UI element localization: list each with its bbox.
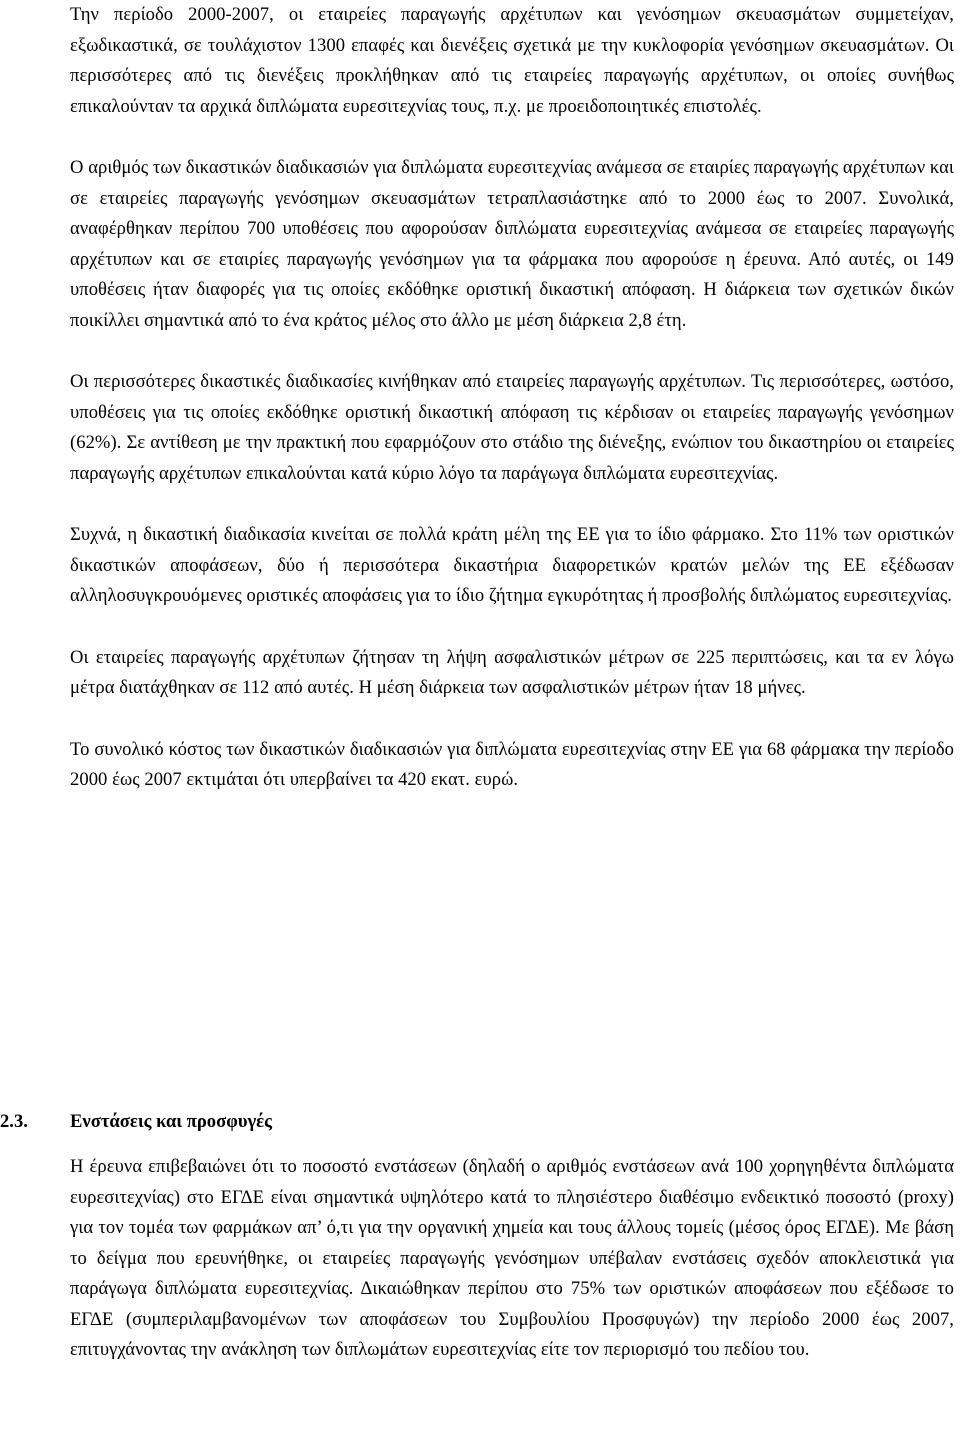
paragraph-litigation-cost: Το συνολικό κόστος των δικαστικών διαδικασιών για διπλώματα ευρεσιτεχνίας στην ΕΕ για 68 φάρμακα την περίοδο 2000 έως 2007 εκτιμάται ότι υπερβαίνει τα 420 εκατ. ευρώ. <box>70 738 954 790</box>
section-title: Ενστάσεις και προσφυγές <box>70 1111 272 1132</box>
paragraph-multiple-member-states: Συχνά, η δικαστική διαδικασία κινείται σε πολλά κράτη μέλη της ΕΕ για το ίδιο φάρμακο. Στο 11% των οριστικών δικαστικών αποφάσεων, δύο ή περισσότερα δικαστήρια διαφορετικών κρατών μελών της ΕΕ εξέδωσαν αλληλοσυγκρουόμενες οριστικές αποφάσεις για το ίδιο ζήτημα εγκυρότητας ή προσβολής διπλώματος ευρεσιτεχνίας. <box>70 524 954 606</box>
paragraph-out-of-court-disputes: Την περίοδο 2000-2007, οι εταιρείες παραγωγής αρχέτυπων και γενόσημων σκευασμάτων συμμετείχαν, εξωδικαστικά, σε τουλάχιστον 1300 επαφές και διενέξεις σχετικά με την κυκλοφορία γενόσημων σκευασμάτων. Οι περισσότερες από τις διενέξεις προκλήθηκαν από τις εταιρείες παραγωγής αρχέτυπων, οι οποίες συνήθως επικαλούνταν τα αρχικά διπλώματα ευρεσιτεχνίας τους, π.χ. με προειδοποιητικές επιστολές. <box>70 4 954 117</box>
paragraph-oppositions-appeals: Η έρευνα επιβεβαιώνει ότι το ποσοστό ενστάσεων (δηλαδή ο αριθμός ενστάσεων ανά 100 χορηγηθέντα διπλώματα ευρεσιτεχνίας) στο ΕΓΔΕ είναι σημαντικά υψηλότερο κατά το πλησιέστερο διαθέσιμο ενδεικτικό ποσοστό (proxy) για τον τομέα των φαρμάκων απ’ ό,τι για την οργανική χημεία και τους άλλους τομείς (μέσος όρος ΕΓΔΕ). Με βάση το δείγμα που ερευνήθηκε, οι εταιρείες παραγωγής γενόσημων υπέβαλαν ενστάσεις σχεδόν αποκλειστικά για παράγωγα διπλώματα ευρεσιτεχνίας. Δικαιώθηκαν περίπου στο 75% των οριστικών αποφάσεων που εξέδωσε το ΕΓΔΕ (συμπεριλαμβανομένων των αποφάσεων του Συμβουλίου Προσφυγών) την περίοδο 2000 έως 2007, επιτυγχάνοντας την ανάκληση των διπλωμάτων ευρεσιτεχνίας είτε τον περιορισμό του πεδίου του. <box>70 1156 954 1360</box>
paragraph-litigation-outcomes: Οι περισσότερες δικαστικές διαδικασίες κινήθηκαν από εταιρείες παραγωγής αρχέτυπων. Τις περισσότερες, ωστόσο, υποθέσεις για τις οποίες εκδόθηκε οριστική δικαστική απόφαση τις κέρδισαν οι εταιρείες παραγωγής γενόσημων (62%). Σε αντίθεση με την πρακτική που εφαρμόζουν στο στάδιο της διένεξης, ενώπιον του δικαστηρίου οι εταιρείες παραγωγής αρχέτυπων επικαλούνται κατά κύριο λόγο τα παράγωγα διπλώματα ευρεσιτεχνίας. <box>70 371 954 484</box>
paragraph-litigation-count: Ο αριθμός των δικαστικών διαδικασιών για διπλώματα ευρεσιτεχνίας ανάμεσα σε εταιρίες παραγωγής αρχέτυπων και σε εταιρείες παραγωγής γενόσημων σκευασμάτων τετραπλασιάστηκε από το 2000 έως το 2007. Συνολικά, αναφέρθηκαν περίπου 700 υποθέσεις που αφορούσαν διπλώματα ευρεσιτεχνίας ανάμεσα σε εταιρείες παραγωγής αρχέτυπων και σε εταιρίες παραγωγής γενόσημων για τα φάρμακα που αφορούσε η έρευνα. Από αυτές, οι 149 υποθέσεις ήταν διαφορές για τις οποίες εκδόθηκε οριστική δικαστική απόφαση. Η διάρκεια των σχετικών δικών ποικίλλει σημαντικά από το ένα κράτος μέλος στο άλλο με μέση διάρκεια 2,8 έτη. <box>70 157 954 331</box>
paragraph-interim-measures: Οι εταιρείες παραγωγής αρχέτυπων ζήτησαν τη λήψη ασφαλιστικών μέτρων σε 225 περιπτώσεις, και τα εν λόγω μέτρα διατάχθηκαν σε 112 από αυτές. Η μέση διάρκεια των ασφαλιστικών μέτρων ήταν 18 μήνες. <box>70 646 954 698</box>
section-number: 2.3. <box>0 1111 28 1132</box>
section-body <box>70 1152 954 1397</box>
